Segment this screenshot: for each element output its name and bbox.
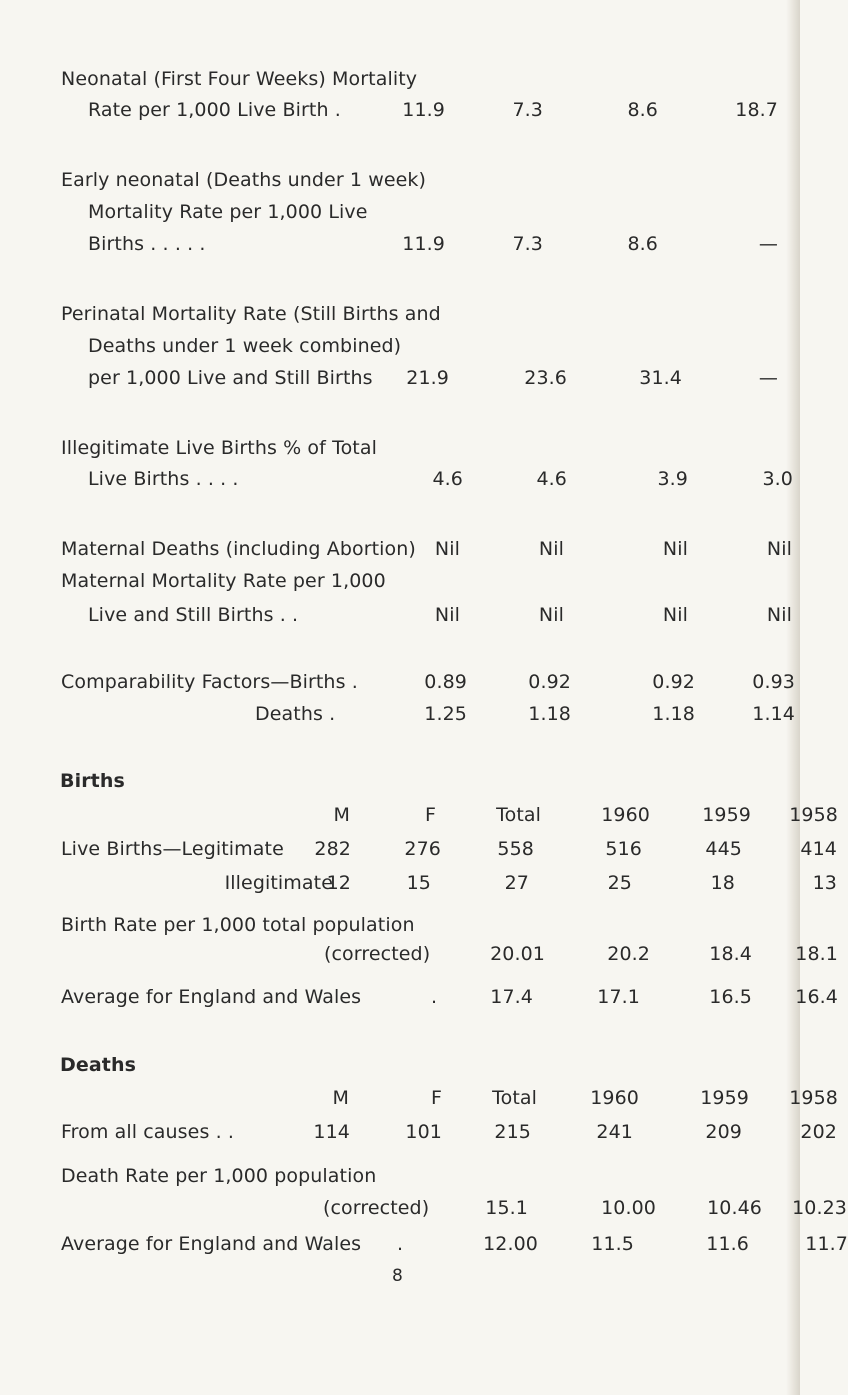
deaths-average-1958: 11.7 [805, 1233, 848, 1255]
perinatal-label-line3: per 1,000 Live and Still Births [88, 367, 373, 389]
death-rate-label-line2: (corrected) [323, 1197, 430, 1219]
births-col-total: Total [496, 804, 541, 826]
maternal-rate-value-1: Nil [434, 604, 460, 626]
deaths-heading: Deaths [60, 1054, 136, 1076]
deaths-all-causes-m: 114 [313, 1121, 350, 1143]
early-neonatal-value-4: — [758, 233, 778, 255]
deaths-col-total: Total [492, 1087, 537, 1109]
comparability-deaths-value-4: 1.14 [752, 703, 795, 725]
perinatal-label-line2: Deaths under 1 week combined) [88, 335, 402, 357]
deaths-col-1960: 1960 [590, 1087, 639, 1109]
births-average-total: 17.4 [490, 986, 533, 1008]
births-average-label: Average for England and Wales [61, 986, 362, 1008]
illegitimate-value-1: 4.6 [432, 468, 463, 490]
maternal-deaths-label: Maternal Deaths (including Abortion) [61, 538, 416, 560]
birth-rate-1958: 18.1 [795, 943, 838, 965]
maternal-rate-value-3: Nil [662, 604, 688, 626]
comparability-births-value-1: 0.89 [424, 671, 467, 693]
illegitimate-value-2: 4.6 [536, 468, 567, 490]
illegitimate-value-4: 3.0 [762, 468, 793, 490]
comparability-births-value-2: 0.92 [528, 671, 571, 693]
births-illegitimate-1958: 13 [812, 872, 837, 894]
early-neonatal-value-2: 7.3 [512, 233, 543, 255]
illegitimate-label-line1: Illegitimate Live Births % of Total [61, 437, 377, 459]
early-neonatal-label-line1: Early neonatal (Deaths under 1 week) [61, 169, 427, 191]
births-illegitimate-1960: 25 [607, 872, 632, 894]
early-neonatal-value-3: 8.6 [627, 233, 658, 255]
deaths-col-m: M [332, 1087, 349, 1109]
comparability-births-label: Comparability Factors—Births . [61, 671, 358, 693]
early-neonatal-value-1: 11.9 [402, 233, 445, 255]
perinatal-value-2: 23.6 [524, 367, 567, 389]
deaths-col-1959: 1959 [700, 1087, 749, 1109]
deaths-average-dot: . [397, 1233, 404, 1255]
deaths-all-causes-1960: 241 [596, 1121, 633, 1143]
births-legitimate-m: 282 [314, 838, 351, 860]
death-rate-1958: 10.23 [792, 1197, 847, 1219]
deaths-average-total: 12.00 [483, 1233, 538, 1255]
deaths-average-1960: 11.5 [591, 1233, 634, 1255]
births-illegitimate-1959: 18 [710, 872, 735, 894]
deaths-col-1958: 1958 [789, 1087, 838, 1109]
births-col-f: F [424, 804, 436, 826]
birth-rate-label-line2: (corrected) [324, 943, 431, 965]
maternal-deaths-value-1: Nil [434, 538, 460, 560]
neonatal-label-line2: Rate per 1,000 Live Birth . [88, 99, 341, 121]
death-rate-1959: 10.46 [707, 1197, 762, 1219]
death-rate-label-line1: Death Rate per 1,000 population [61, 1165, 377, 1187]
deaths-all-causes-label: From all causes . . [61, 1121, 235, 1143]
maternal-deaths-value-4: Nil [766, 538, 792, 560]
births-average-1960: 17.1 [597, 986, 640, 1008]
comparability-births-value-3: 0.92 [652, 671, 695, 693]
deaths-average-label: Average for England and Wales [61, 1233, 362, 1255]
perinatal-value-1: 21.9 [406, 367, 449, 389]
births-illegitimate-f: 15 [406, 872, 431, 894]
births-legitimate-f: 276 [404, 838, 441, 860]
maternal-rate-value-2: Nil [538, 604, 564, 626]
births-illegitimate-m: 12 [326, 872, 351, 894]
births-col-1959: 1959 [702, 804, 751, 826]
perinatal-value-3: 31.4 [639, 367, 682, 389]
maternal-rate-label-line1: Maternal Mortality Rate per 1,000 [61, 570, 386, 592]
deaths-all-causes-f: 101 [405, 1121, 442, 1143]
births-average-dot: . [431, 986, 438, 1008]
births-average-1958: 16.4 [795, 986, 838, 1008]
death-rate-total: 15.1 [485, 1197, 528, 1219]
deaths-all-causes-total: 215 [494, 1121, 531, 1143]
comparability-deaths-value-3: 1.18 [652, 703, 695, 725]
neonatal-value-4: 18.7 [735, 99, 778, 121]
comparability-deaths-value-2: 1.18 [528, 703, 571, 725]
deaths-all-causes-1958: 202 [800, 1121, 837, 1143]
births-illegitimate-label: Illegitimate [224, 872, 333, 894]
births-average-1959: 16.5 [709, 986, 752, 1008]
maternal-rate-label-line2: Live and Still Births . . [88, 604, 299, 626]
birth-rate-total: 20.01 [490, 943, 545, 965]
births-legitimate-1960: 516 [605, 838, 642, 860]
neonatal-value-3: 8.6 [627, 99, 658, 121]
births-illegitimate-total: 27 [504, 872, 529, 894]
birth-rate-1960: 20.2 [607, 943, 650, 965]
page-edge-shadow [786, 0, 800, 1395]
death-rate-1960: 10.00 [601, 1197, 656, 1219]
page-number: 8 [392, 1266, 403, 1286]
births-legitimate-1958: 414 [800, 838, 837, 860]
neonatal-value-2: 7.3 [512, 99, 543, 121]
deaths-col-f: F [430, 1087, 442, 1109]
birth-rate-label-line1: Birth Rate per 1,000 total population [61, 914, 415, 936]
comparability-births-value-4: 0.93 [752, 671, 795, 693]
births-col-m: M [333, 804, 350, 826]
maternal-deaths-value-3: Nil [662, 538, 688, 560]
comparability-deaths-value-1: 1.25 [424, 703, 467, 725]
births-legitimate-total: 558 [497, 838, 534, 860]
deaths-average-1959: 11.6 [706, 1233, 749, 1255]
births-col-1958: 1958 [789, 804, 838, 826]
neonatal-label-line1: Neonatal (First Four Weeks) Mortality [61, 68, 418, 90]
births-col-1960: 1960 [601, 804, 650, 826]
early-neonatal-label-line2: Mortality Rate per 1,000 Live [88, 201, 368, 223]
illegitimate-value-3: 3.9 [657, 468, 688, 490]
neonatal-value-1: 11.9 [402, 99, 445, 121]
perinatal-label-line1: Perinatal Mortality Rate (Still Births and [61, 303, 441, 325]
births-heading: Births [60, 770, 125, 792]
birth-rate-1959: 18.4 [709, 943, 752, 965]
maternal-deaths-value-2: Nil [538, 538, 564, 560]
births-legitimate-1959: 445 [705, 838, 742, 860]
deaths-all-causes-1959: 209 [705, 1121, 742, 1143]
perinatal-value-4: — [758, 367, 778, 389]
births-legitimate-label: Live Births—Legitimate [61, 838, 284, 860]
maternal-rate-value-4: Nil [766, 604, 792, 626]
comparability-deaths-label: Deaths . [255, 703, 336, 725]
illegitimate-label-line2: Live Births . . . . [88, 468, 239, 490]
early-neonatal-label-line3: Births . . . . . [88, 233, 206, 255]
